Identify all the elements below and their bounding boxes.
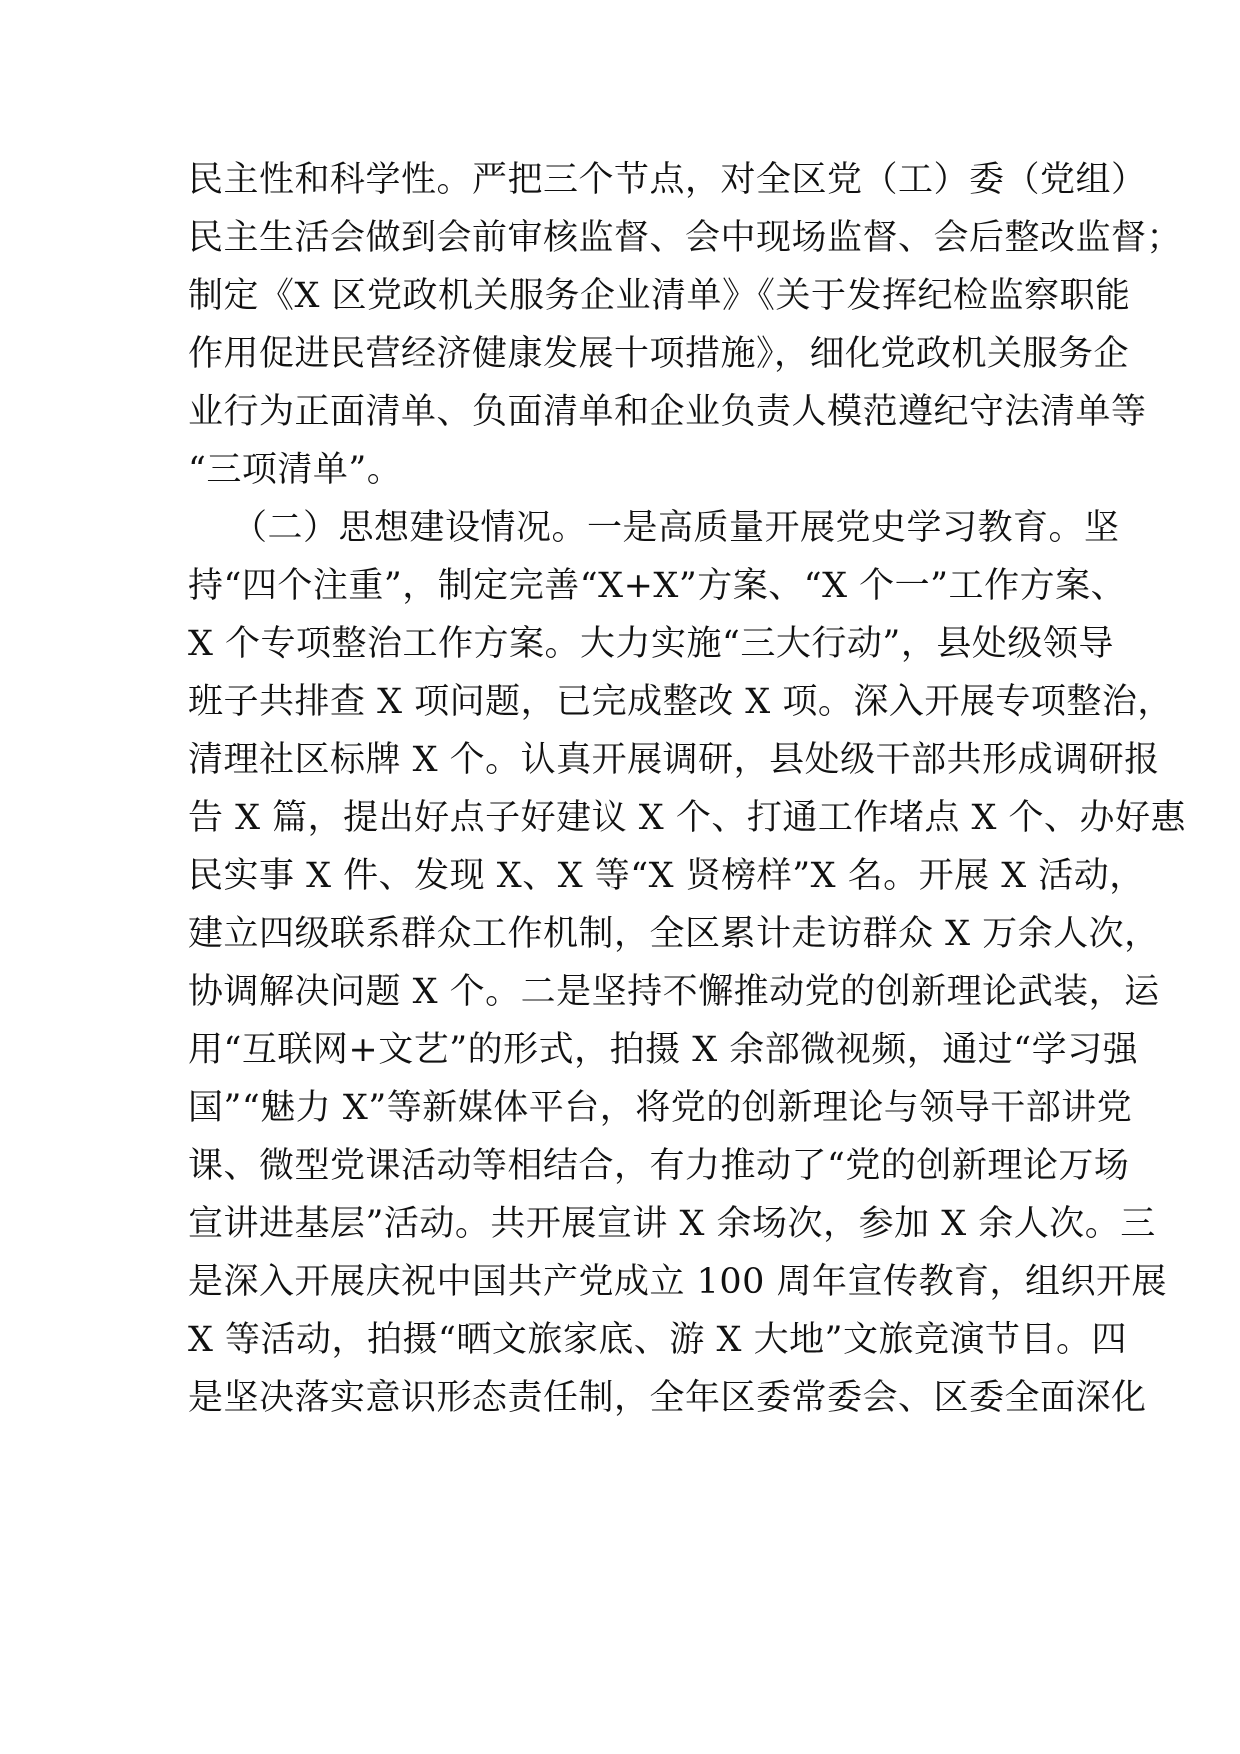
text-line: 建立四级联系群众工作机制，全区累计走访群众 X 万余人次， — [188, 914, 1160, 954]
text-line: 协调解决问题 X 个。二是坚持不懈推动党的创新理论武装，运 — [188, 972, 1160, 1012]
text-line: 课、微型党课活动等相结合，有力推动了“党的创新理论万场 — [188, 1146, 1130, 1186]
text-line: 是坚决落实意识形态责任制，全年区委常委会、区委全面深化 — [188, 1378, 1147, 1418]
text-line: 班子共排查 X 项问题，已完成整改 X 项。深入开展专项整治， — [188, 682, 1173, 722]
text-line: 民主生活会做到会前审核监督、会中现场监督、会后整改监督； — [188, 218, 1183, 258]
text-line: 民主性和科学性。严把三个节点，对全区党（工）委（党组） — [188, 160, 1147, 200]
text-line: X 个专项整治工作方案。大力实施“三大行动”，县处级领导 — [188, 624, 1114, 664]
text-line: 作用促进民营经济健康发展十项措施》，细化党政机关服务企 — [188, 334, 1130, 374]
text-line: 告 X 篇，提出好点子好建议 X 个、打通工作堵点 X 个、办好惠 — [188, 798, 1187, 838]
text-line: 业行为正面清单、负面清单和企业负责人模范遵纪守法清单等 — [188, 392, 1147, 432]
text-line: 国”“魅力 X”等新媒体平台，将党的创新理论与领导干部讲党 — [188, 1088, 1133, 1128]
text-line: 宣讲进基层”活动。共开展宣讲 X 余场次，参加 X 余人次。三 — [188, 1204, 1156, 1244]
text-line: 制定《X 区党政机关服务企业清单》《关于发挥纪检监察职能 — [188, 276, 1131, 316]
text-line: 清理社区标牌 X 个。认真开展调研，县处级干部共形成调研报 — [188, 740, 1160, 780]
text-line: 持“四个注重”，制定完善“X+X”方案、“X 个一”工作方案、 — [188, 566, 1127, 606]
text-line: 用“互联网+文艺”的形式，拍摄 X 余部微视频，通过“学习强 — [188, 1030, 1139, 1070]
text-line: X 等活动，拍摄“晒文旅家底、游 X 大地”文旅竞演节目。四 — [188, 1320, 1127, 1360]
text-line: 是深入开展庆祝中国共产党成立 100 周年宣传教育，组织开展 — [188, 1262, 1168, 1302]
text-line: 民实事 X 件、发现 X、X 等“X 贤榜样”X 名。开展 X 活动， — [188, 856, 1145, 896]
text-line: “三项清单”。 — [188, 450, 403, 490]
paragraph-heading-line: （二）思想建设情况。一是高质量开展党史学习教育。坚 — [232, 508, 1120, 548]
